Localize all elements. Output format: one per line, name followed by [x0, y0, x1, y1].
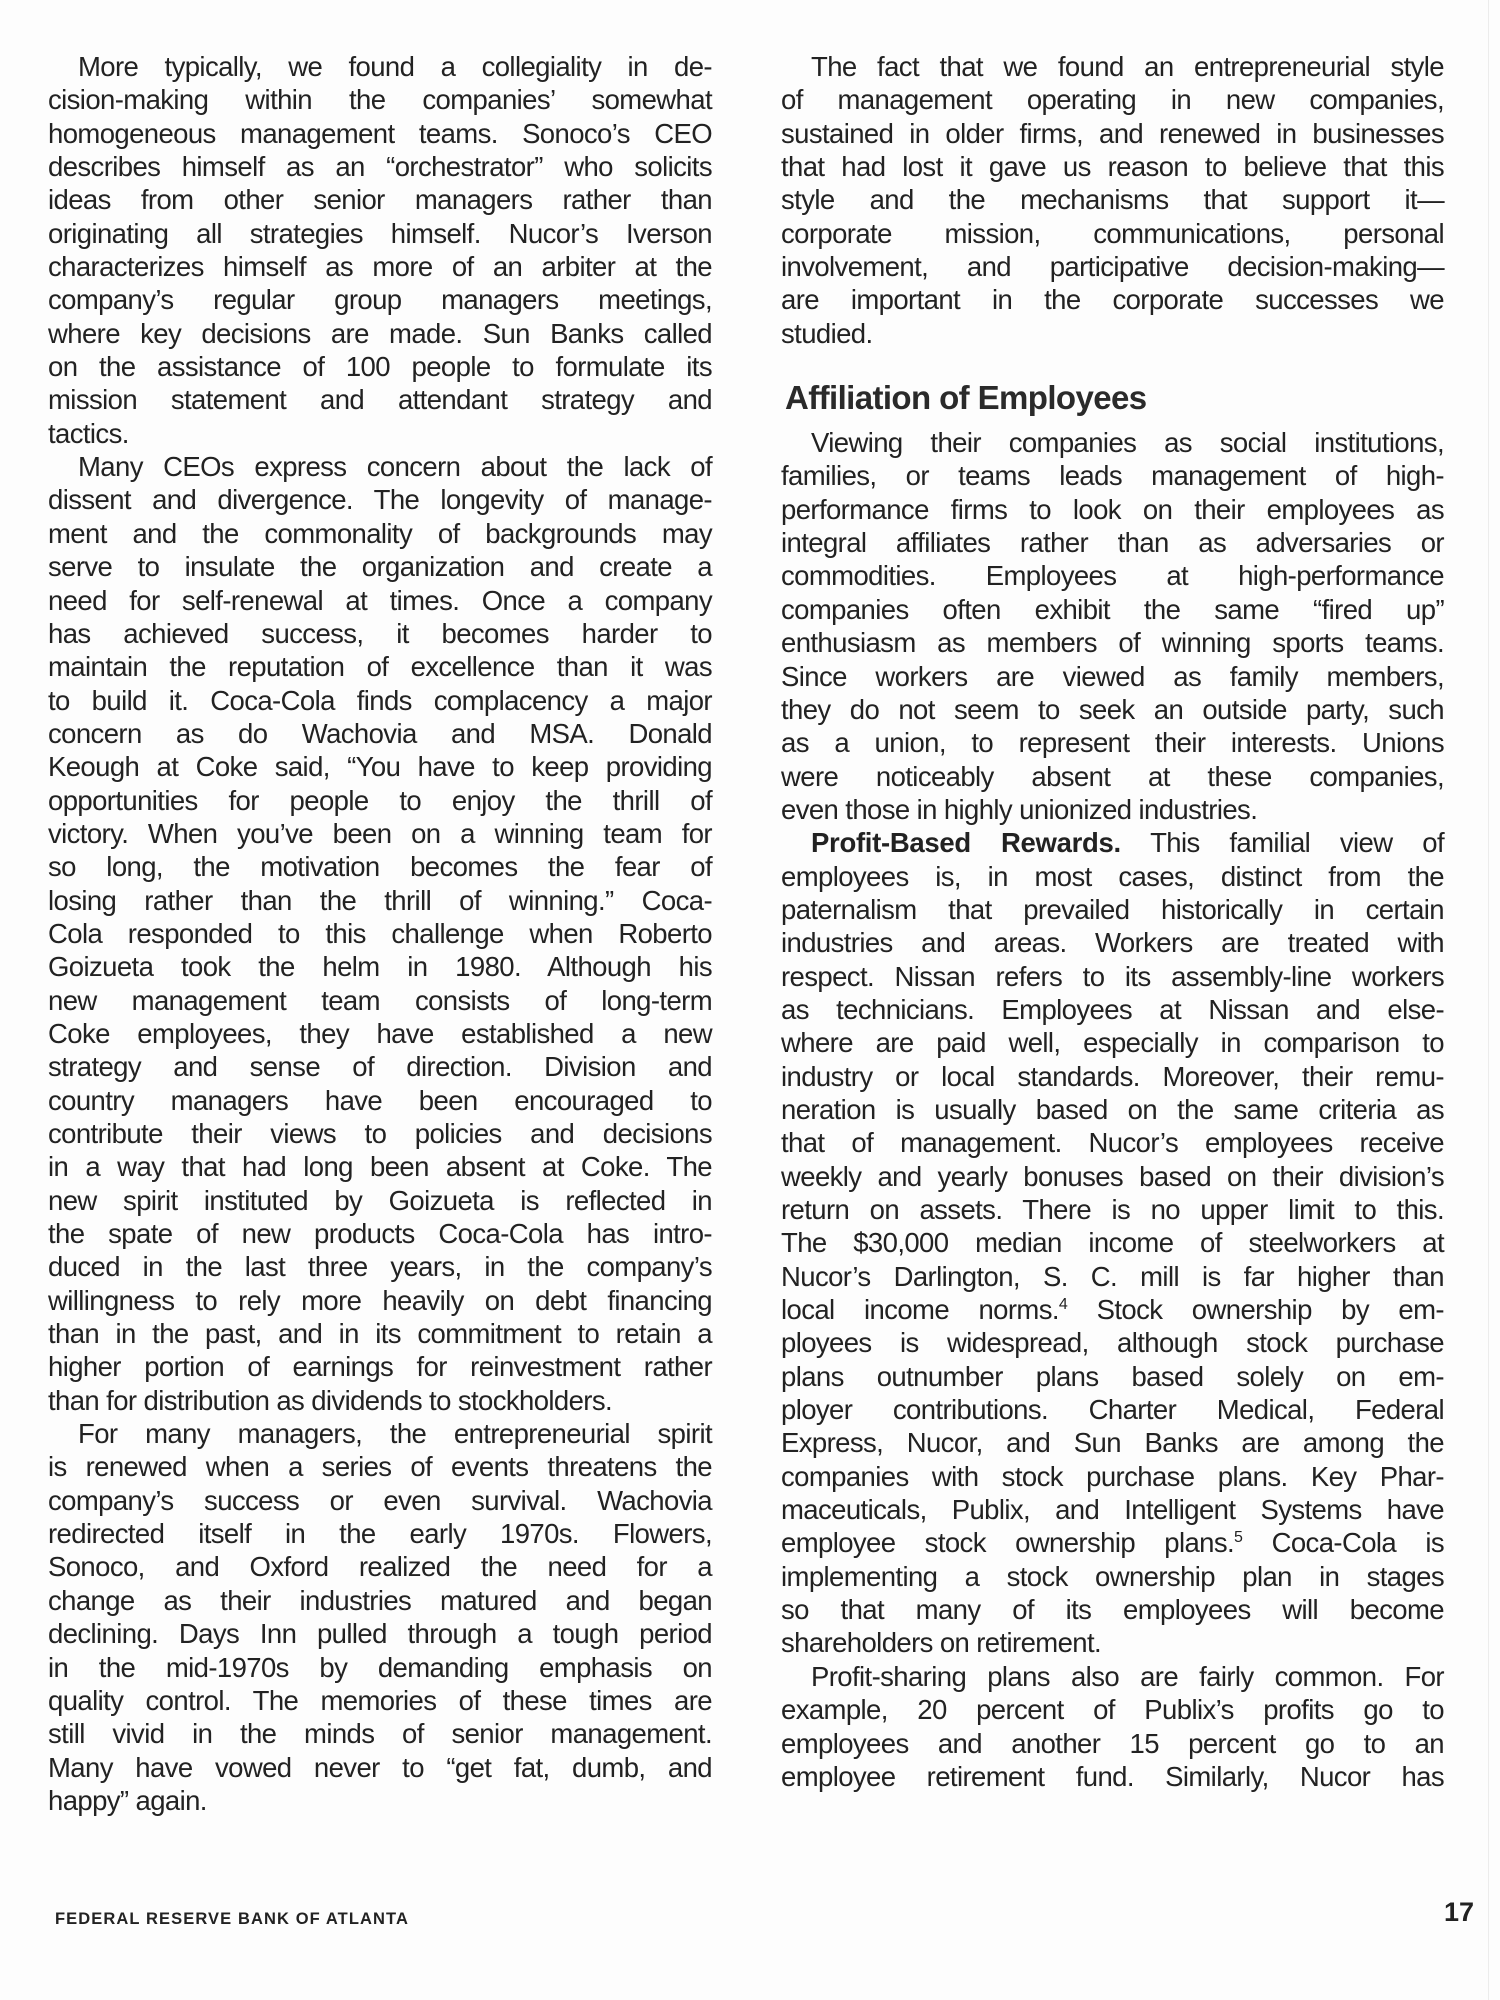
paragraph-line: opportunities for people to enjoy the thrill of [48, 784, 712, 816]
paragraph-line: maintain the reputation of excellence than it was [48, 651, 712, 683]
paragraph-line: Cola responded to this challenge when Roberto [48, 917, 712, 949]
line-text: Stock ownership by em- [1067, 1294, 1444, 1326]
paragraph-line: characterizes himself as more of an arbiter at the [48, 251, 712, 283]
paragraph-line: country managers have been encouraged to [48, 1084, 712, 1116]
paragraph-line: declining. Days Inn pulled through a tough period [48, 1618, 712, 1650]
paragraph-line: ideas from other senior managers rather than [48, 184, 712, 216]
paragraph-line: happy” again. [48, 1784, 207, 1816]
paragraph-line: Many CEOs express concern about the lack of [78, 451, 712, 483]
line-text: This familial view of [1150, 827, 1444, 859]
paragraph-line: example, 20 percent of Publix’s profits go to [781, 1694, 1444, 1726]
paragraph-line [781, 1293, 1444, 1326]
paragraph-line: victory. When you’ve been on a winning team for [48, 817, 712, 849]
footnote-marker[interactable]: 5 [1234, 1529, 1243, 1547]
paragraph-line: on the assistance of 100 people to formulate its [48, 351, 712, 383]
paragraph-line: so that many of its employees will become [781, 1594, 1444, 1626]
paragraph-line: shareholders on retirement. [781, 1627, 1102, 1659]
paragraph-line: employees and another 15 percent go to an [781, 1727, 1444, 1759]
paragraph-line: ployees is widespread, although stock purchase [781, 1327, 1444, 1359]
paragraph-line: of management operating in new companies, [781, 84, 1444, 116]
paragraph-line: duced in the last three years, in the company’s [48, 1251, 712, 1283]
paragraph-line: as a union, to represent their interests. Unions [781, 727, 1444, 759]
paragraph-line: concern as do Wachovia and MSA. Donald [48, 717, 712, 749]
paragraph-line: has achieved success, it becomes harder to [48, 617, 712, 649]
paragraph-line: losing rather than the thrill of winning.” Coca- [48, 884, 712, 916]
paragraph-line: weekly and yearly bonuses based on their division’s [781, 1160, 1444, 1192]
paragraph-line: ployer contributions. Charter Medical, Federal [781, 1394, 1444, 1426]
paragraph-line: that had lost it gave us reason to believe that this [781, 151, 1444, 183]
line-text: Coca-Cola is [1242, 1527, 1444, 1559]
paragraph-line: More typically, we found a collegiality in de- [78, 51, 712, 82]
paragraph-lines [781, 1560, 1444, 1660]
paragraph-lines [781, 860, 1444, 1293]
paragraph-line: company’s success or even survival. Wachovia [48, 1484, 712, 1516]
paragraph-line: cision-making within the companies’ somewhat [48, 84, 712, 116]
paragraph-line: paternalism that prevailed historically in certain [781, 893, 1444, 925]
paragraph-line: are important in the corporate successes we [781, 284, 1444, 316]
paragraph-line [781, 1526, 1444, 1559]
paragraph-line: still vivid in the minds of senior management. [48, 1718, 712, 1750]
paragraph-line: The $30,000 median income of steelworkers at [781, 1227, 1444, 1259]
paragraph-line: Viewing their companies as social institutions, [811, 427, 1444, 459]
paragraph-line: even those in highly unionized industries. [781, 793, 1258, 825]
right-column [781, 50, 1444, 1793]
paragraph-line: dissent and divergence. The longevity of manage- [48, 484, 712, 516]
paragraph-line: contribute their views to policies and decisions [48, 1118, 712, 1149]
paragraph-line: new management team consists of long-term [48, 984, 712, 1016]
paragraph-line: neration is usually based on the same criteria as [781, 1093, 1444, 1125]
paragraph-line: than for distribution as dividends to stockholders. [48, 1384, 613, 1416]
paragraph-line: willingness to rely more heavily on debt financing [48, 1284, 712, 1316]
paragraph-line: homogeneous management teams. Sonoco’s CEO [48, 117, 712, 149]
paragraph-line: implementing a stock ownership plan in stages [781, 1560, 1444, 1592]
paragraph-line: change as their industries matured and began [48, 1584, 712, 1616]
paragraph-line: return on assets. There is no upper limit to this. [781, 1194, 1444, 1225]
paragraph-line: higher portion of earnings for reinvestment rather [48, 1351, 712, 1383]
paragraph-line: companies often exhibit the same “fired up” [781, 593, 1444, 625]
paragraph-line: is renewed when a series of events threatens the [48, 1451, 712, 1483]
paragraph-line: commodities. Employees at high-performance [781, 560, 1444, 592]
paragraph-line: Express, Nucor, and Sun Banks are among the [781, 1427, 1444, 1459]
paragraph [781, 1660, 1444, 1793]
paragraph [781, 426, 1444, 826]
paragraph [48, 1417, 712, 1817]
paragraph-line: For many managers, the entrepreneurial spirit [78, 1418, 712, 1450]
paragraph-line: strategy and sense of direction. Division and [48, 1051, 712, 1083]
paragraph-line: than in the past, and in its commitment to retain a [48, 1318, 712, 1350]
paragraph-line: redirected itself in the early 1970s. Flowers, [48, 1518, 712, 1550]
paragraph-line: in a way that had long been absent at Coke. The [48, 1151, 712, 1183]
paragraph-line: corporate mission, communications, personal [781, 217, 1444, 249]
paragraph-line: mission statement and attendant strategy and [48, 384, 712, 416]
paragraph-line: they do not seem to seek an outside party, such [781, 693, 1444, 725]
paragraph-line: Goizueta took the helm in 1980. Although his [48, 951, 712, 983]
paragraph-line: performance firms to look on their employees as [781, 493, 1444, 525]
paragraph-line: quality control. The memories of these times are [48, 1684, 712, 1716]
paragraph-line: respect. Nissan refers to its assembly-line workers [781, 960, 1444, 992]
paragraph-line: that of management. Nucor’s employees receive [781, 1127, 1444, 1159]
paragraph-line: Many have vowed never to “get fat, dumb, and [48, 1751, 712, 1783]
footer-publisher: FEDERAL RESERVE BANK OF ATLANTA [55, 1910, 410, 1928]
paragraph-line: plans outnumber plans based solely on em- [781, 1360, 1444, 1392]
section-heading: Affiliation of Employees [785, 379, 1147, 417]
page-number: 17 [1444, 1897, 1475, 1927]
paragraph-line: serve to insulate the organization and create a [48, 551, 712, 583]
paragraph-line: integral affiliates rather than as adversaries or [781, 527, 1444, 559]
paragraph-line: enthusiasm as members of winning sports teams. [781, 627, 1444, 659]
paragraph-line: describes himself as an “orchestrator” who solicits [48, 151, 712, 183]
paragraph-line: in the mid-1970s by demanding emphasis on [48, 1651, 712, 1683]
paragraph [48, 50, 712, 450]
paragraph-line: employees is, in most cases, distinct from the [781, 860, 1444, 892]
paragraph-line: industry or local standards. Moreover, their remu- [781, 1060, 1444, 1092]
paragraph-line: sustained in older firms, and renewed in businesses [781, 117, 1444, 149]
line-text: local income norms. [781, 1294, 1059, 1326]
paragraph-line: involvement, and participative decision-making— [781, 251, 1444, 283]
paragraph-line: company’s regular group managers meetings, [48, 284, 712, 316]
paragraph-line: The fact that we found an entrepreneurial style [811, 51, 1444, 82]
paragraph-line: maceuticals, Publix, and Intelligent Systems have [781, 1494, 1444, 1526]
footnote-marker[interactable]: 4 [1058, 1296, 1068, 1314]
paragraph [781, 50, 1444, 350]
run-in-heading: Profit-Based Rewards. [811, 827, 1121, 859]
paragraph-lines [781, 1326, 1444, 1526]
paragraph-line: were noticeably absent at these companies, [781, 760, 1444, 792]
line-text: employee stock ownership plans. [781, 1527, 1235, 1559]
paragraph-line: where are paid well, especially in comparison to [781, 1027, 1444, 1059]
paragraph-line [781, 826, 1444, 859]
paragraph-line: Coke employees, they have established a new [48, 1017, 712, 1049]
paragraph-line: Keough at Coke said, “You have to keep providing [48, 751, 712, 783]
paragraph-line: studied. [781, 317, 873, 349]
paragraph-line: the spate of new products Coca-Cola has intro- [48, 1218, 712, 1250]
paragraph-line: style and the mechanisms that support it— [781, 184, 1444, 216]
paragraph-line: need for self-renewal at times. Once a company [48, 584, 712, 616]
paragraph-line: as technicians. Employees at Nissan and else- [781, 993, 1444, 1025]
paragraph-line: Profit-sharing plans also are fairly common. For [811, 1660, 1444, 1692]
page-edge-divider [1488, 0, 1489, 2000]
paragraph-line: tactics. [48, 417, 129, 449]
paragraph [48, 450, 712, 1417]
paragraph-line: employee retirement fund. Similarly, Nucor has [781, 1760, 1444, 1792]
paragraph-line: Since workers are viewed as family members, [781, 660, 1444, 692]
paragraph-line: ment and the commonality of backgrounds may [48, 517, 712, 549]
paragraph-line: where key decisions are made. Sun Banks called [48, 317, 712, 349]
paragraph-line: families, or teams leads management of high- [781, 460, 1444, 492]
paragraph-line: originating all strategies himself. Nucor’s Iverson [48, 217, 712, 249]
paragraph-line: Nucor’s Darlington, S. C. mill is far higher than [781, 1260, 1444, 1292]
paragraph-line: companies with stock purchase plans. Key Phar- [781, 1460, 1444, 1492]
paragraph-profit-based-rewards [781, 826, 1444, 1660]
left-column [48, 50, 712, 1817]
paragraph-line: industries and areas. Workers are treated with [781, 927, 1444, 959]
paragraph-line: new spirit instituted by Goizueta is reflected in [48, 1184, 712, 1216]
paragraph-line: to build it. Coca-Cola finds complacency a major [48, 684, 712, 716]
paragraph-line: Sonoco, and Oxford realized the need for a [48, 1551, 712, 1583]
paragraph-line: so long, the motivation becomes the fear of [48, 851, 712, 883]
